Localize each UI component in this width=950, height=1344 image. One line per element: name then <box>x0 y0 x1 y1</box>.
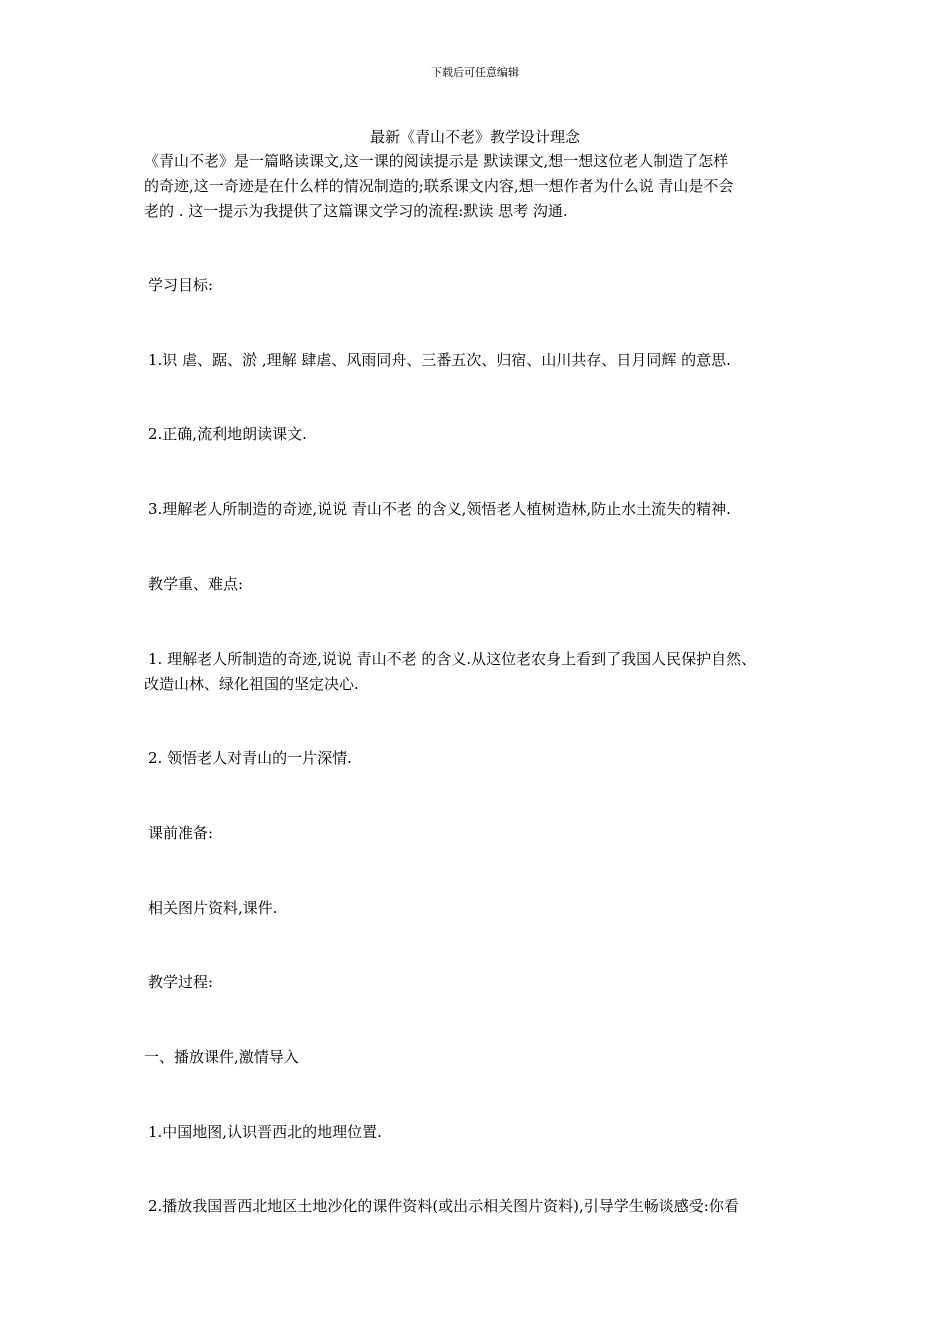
header-note: 下载后可任意编辑 <box>431 66 519 79</box>
process-step-2: 2.播放我国晋西北地区土地沙化的课件资料(或出示相关图片资料),引导学生畅谈感受:你看 <box>148 1197 739 1215</box>
prep-text: 相关图片资料,课件. <box>148 899 278 917</box>
key-point-1-line: 1. 理解老人所制造的奇迹,说说 青山不老 的含义.从这位老农身上看到了我国人民保护自然、 <box>148 650 757 668</box>
intro-line: 的奇迹,这一奇迹是在什么样的情况制造的;联系课文内容,想一想作者为什么说 青山是不会 <box>144 177 734 195</box>
process-step-1: 1.中国地图,认识晋西北的地理位置. <box>148 1123 382 1141</box>
key-point-1 <box>144 647 824 697</box>
goals-heading: 学习目标: <box>148 276 214 294</box>
intro-line: 《青山不老》是一篇略读课文,这一课的阅读提示是 默读课文,想一想这位老人制造了怎样 <box>144 152 729 170</box>
key-point-1-line: 改造山林、绿化祖国的坚定决心. <box>144 675 359 693</box>
goal-item-2: 2.正确,流利地朗读课文. <box>148 425 307 443</box>
intro-paragraph <box>144 149 824 224</box>
process-heading: 教学过程: <box>148 973 214 991</box>
goal-item-1: 1.识 虐、踞、淤 ,理解 肆虐、风雨同舟、三番五次、归宿、山川共存、日月同辉 的意思. <box>148 351 731 369</box>
section-heading-1: 一、播放课件,激情导入 <box>144 1048 299 1066</box>
key-point-2: 2. 领悟老人对青山的一片深情. <box>148 749 352 767</box>
key-points-heading: 教学重、难点: <box>148 575 244 593</box>
document-title: 最新《青山不老》教学设计理念 <box>369 128 580 146</box>
prep-heading: 课前准备: <box>148 824 214 842</box>
intro-line: 老的 . 这一提示为我提供了这篇课文学习的流程:默读 思考 沟通. <box>144 202 568 220</box>
goal-item-3: 3.理解老人所制造的奇迹,说说 青山不老 的含义,领悟老人植树造林,防止水土流失的精神. <box>148 500 731 518</box>
